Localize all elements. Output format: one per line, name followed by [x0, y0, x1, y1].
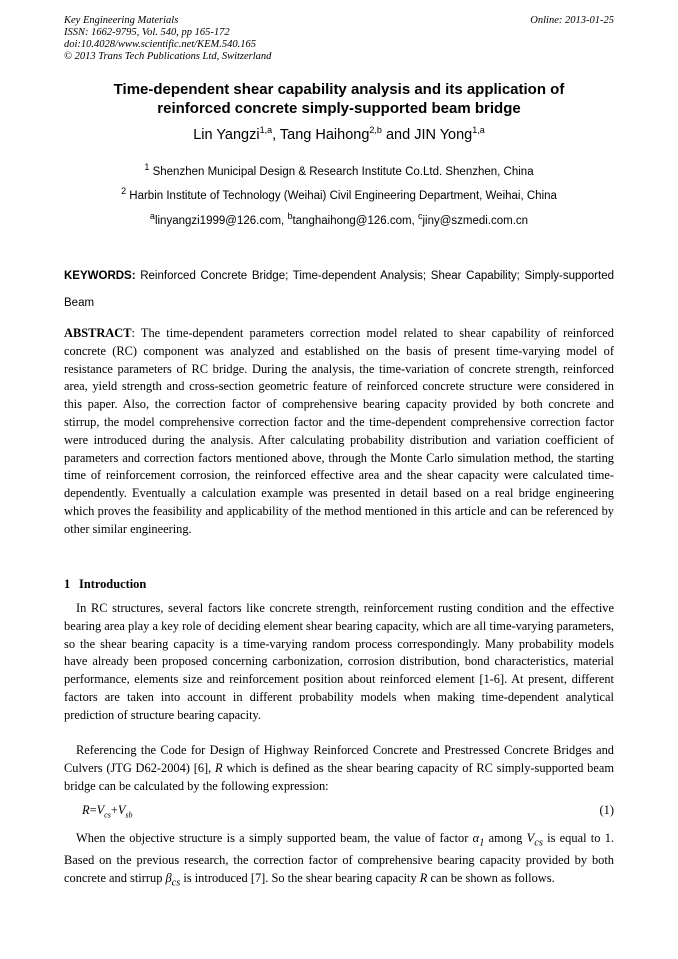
section-number: 1 — [64, 577, 71, 591]
v-char: V — [526, 831, 535, 845]
doi-line: doi:10.4028/www.scientific.net/KEM.540.165 — [64, 39, 256, 50]
eq-v-cs — [96, 803, 111, 820]
author-3: JIN Yong — [414, 127, 473, 143]
keywords-label: KEYWORDS: — [64, 270, 136, 282]
symbol-alpha — [472, 831, 485, 849]
online-date: Online: 2013-01-25 — [530, 15, 614, 26]
v-sub: cs — [534, 837, 543, 849]
author-3-sup: 1,a — [472, 125, 485, 136]
copyright-line: © 2013 Trans Tech Publications Ltd, Switzerland — [64, 51, 272, 62]
email-b: tanghaihong@126.com, — [292, 215, 418, 227]
author-1: Lin Yangzi — [193, 127, 260, 143]
keywords-text: Reinforced Concrete Bridge; Time-dependent Analysis; Shear Capability; Simply-supported Beam — [64, 270, 614, 309]
beta-char: β — [165, 871, 172, 886]
affiliation-1-text: Shenzhen Municipal Design & Research Institute Co.Ltd. Shenzhen, China — [152, 166, 534, 178]
eq-v1: V — [96, 803, 105, 817]
author-sep: and — [381, 127, 415, 143]
paragraph-3-text-1: When the objective structure is a simply supported beam, the value of factor — [76, 831, 473, 845]
author-2: Tang Haihong — [279, 127, 370, 143]
author-list — [60, 127, 618, 143]
intro-paragraph-1 — [64, 600, 614, 725]
journal-name: Key Engineering Materials — [64, 15, 179, 26]
alpha-sub: 1 — [479, 837, 485, 849]
paragraph-3-text-5: can be shown as follows. — [427, 871, 555, 886]
eq-plus: + — [110, 803, 118, 817]
equation-number: (1) — [599, 803, 614, 817]
paragraph-3-text-4: is introduced [7]. So the shear bearing capacity — [180, 871, 420, 886]
paper-title-line2: reinforced concrete simply-supported beam bridge — [157, 100, 521, 117]
keywords-block — [64, 263, 614, 317]
affiliation-1 — [60, 162, 618, 178]
eq-lhs: R — [82, 803, 90, 817]
abstract-block — [64, 325, 614, 539]
author-2-sup: 2,b — [369, 125, 382, 136]
email-b-sup: b — [287, 211, 293, 222]
author-1-sup: 1,a — [259, 125, 273, 136]
paragraph-3-text-2: among — [484, 831, 527, 845]
affiliation-2-sup: 2 — [121, 186, 127, 197]
paragraph-text: In RC structures, several factors like concrete strength, reinforcement rusting condition and the effective bearing area play a key role of deciding element shear bearing capacity, which are all time-varying parameters, so the shear bearing capacity is a time-varying random process correspondingly. Many probability models have already been proposed concerning carbonization, corrosion distribution, bond characteristics, material performance, elements size and reinforcement position about reinforced element [1-6]. At present, different factors are taken into account in different probability models when making time-dependent analytical prediction of structure bearing capacity. — [64, 601, 614, 722]
email-a: linyangzi1999@126.com, — [154, 215, 288, 227]
email-list — [60, 211, 618, 227]
abstract-label: ABSTRACT — [64, 326, 132, 340]
symbol-R: R — [419, 871, 428, 886]
issn-line: ISSN: 1662-9795, Vol. 540, pp 165-172 — [64, 27, 230, 38]
section-heading — [64, 577, 146, 592]
author-sep: , — [272, 127, 280, 143]
affiliation-2 — [60, 186, 618, 202]
paragraph-3 — [64, 830, 614, 892]
eq-v2: V — [117, 803, 126, 817]
symbol-beta — [165, 871, 181, 889]
paper-title-line1: Time-dependent shear capability analysis and its application of — [113, 81, 565, 98]
equation-1 — [82, 803, 614, 819]
beta-sub: cs — [171, 877, 181, 889]
affiliation-2-text: Harbin Institute of Technology (Weihai) Civil Engineering Department, Weihai, China — [129, 190, 557, 202]
symbol-vcs — [526, 831, 543, 849]
eq-v-sb — [117, 803, 133, 820]
paragraph-2 — [64, 742, 614, 795]
intro-paragraph-2 — [64, 742, 614, 795]
eq-v1-sub: cs — [104, 810, 111, 820]
paragraph-2-text-2: which is defined as the shear bearing capacity of RC simply-supported beam bridge can be calculated by the following expression: — [64, 760, 614, 793]
affiliation-1-sup: 1 — [144, 162, 150, 173]
eq-v2-sub: sb — [125, 810, 133, 820]
email-a-sup: a — [149, 211, 155, 222]
abstract-text: : The time-dependent parameters correction model related to shear capability of reinforced concrete (RC) component was analyzed and established on the basis of present time-varying model of resistance parameters of RC bridge. During the analysis, the time-variation of concrete strength, reinforced area, yield strength and cross-section geometric feature of reinforced concrete structure were considered in this paper. Also, the correction factor of comprehensive bearing capacity provided by both concrete and stirrup, the model comprehensive correction factor and the time-dependent comprehensive correction factor were introduced during the analysis. After calculating probability distribution and variation coefficient of parameters and correction factors mentioned above, through the Monte Carlo simulation method, the starting time of reinforcement corrosion, the reinforced effective area and the shear capacity were calculated time-dependently. Eventually a calculation example was presented in detail based on a real bridge engineering which proves the feasibility and applicability of the method mentioned in this article and can be referenced by other similar engineering. — [64, 326, 614, 536]
intro-paragraph-3 — [64, 830, 614, 892]
paragraph-2-text-1: Referencing the Code for Design of Highway Reinforced Concrete and Prestressed Concrete Bridges and Culvers (JTG D62-2004) [6], — [64, 743, 614, 775]
eq-equals: = — [89, 803, 97, 817]
alpha-char: α — [472, 831, 480, 845]
paragraph-3-text-3: is equal to 1. Based on the previous research, the correction factor of comprehensive bearing capacity provided by both concrete and stirrup — [64, 831, 615, 886]
email-c-sup: c — [417, 211, 423, 222]
section-title: Introduction — [79, 577, 147, 591]
symbol-R: R — [215, 760, 223, 775]
email-c: jiny@szmedi.com.cn — [422, 215, 529, 227]
